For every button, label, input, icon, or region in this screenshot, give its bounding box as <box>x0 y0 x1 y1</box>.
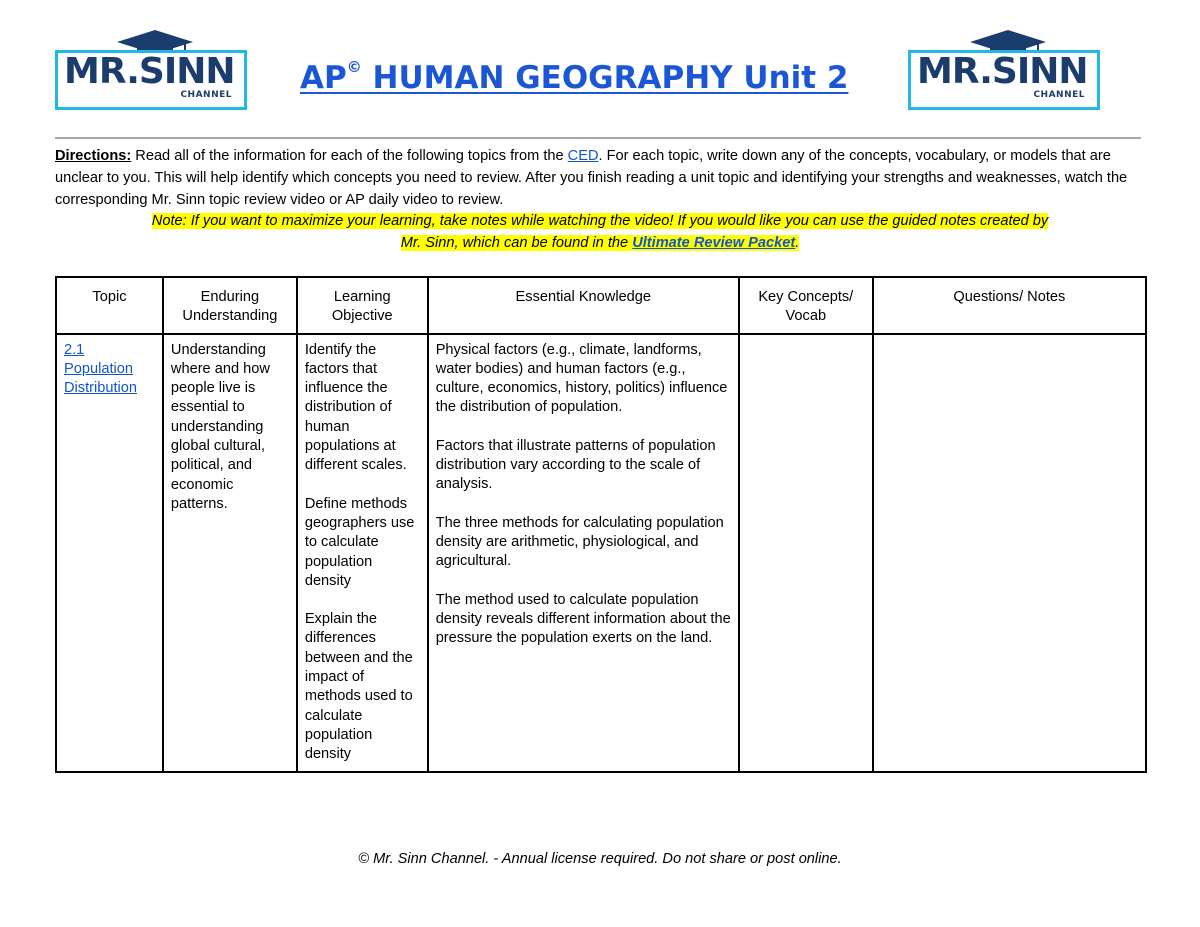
knowledge-item: Factors that illustrate patterns of population distribution vary according to the scale of analysis. <box>435 437 716 493</box>
knowledge-item: The three methods for calculating population density are arithmetic, physiological, and agricultural. <box>435 514 724 570</box>
logo-frame <box>55 50 247 110</box>
cell-enduring-understanding: Understanding where and how people live is essential to understanding global cultural, political, and economic patterns. <box>163 334 297 772</box>
ced-link[interactable]: CED <box>567 148 599 164</box>
ultimate-review-packet-link[interactable]: Ultimate Review Packet <box>632 235 796 251</box>
header-divider <box>55 137 1141 139</box>
cell-learning-objective <box>297 334 428 772</box>
note-line-2 <box>401 235 800 251</box>
note-end: . <box>795 235 800 251</box>
header-enduring-understanding: Enduring Understanding <box>163 277 297 334</box>
knowledge-item: The method used to calculate population density reveals different information about the pressure the population exerts on the land. <box>435 591 731 647</box>
directions-paragraph <box>55 145 1150 211</box>
directions-label: Directions: <box>55 148 132 164</box>
logo-frame <box>908 50 1100 110</box>
table-header-row <box>56 277 1146 334</box>
logo-left <box>55 28 255 114</box>
header-questions-notes: Questions/ Notes <box>873 277 1146 334</box>
header-key-concepts: Key Concepts/ Vocab <box>739 277 873 334</box>
objective-item: Explain the differences between and the impact of methods used to calculate population density <box>304 611 413 763</box>
knowledge-item: Physical factors (e.g., climate, landforms, water bodies) and human factors (e.g., culture, economics, history, politics) influence the distribution of population. <box>435 341 728 416</box>
page-title <box>300 58 848 96</box>
note-line-1: Note: If you want to maximize your learning, take notes while watching the video! If you would like you can use the guided notes created by <box>151 213 1049 229</box>
logo-subtext: CHANNEL <box>1033 90 1085 100</box>
objective-item: Define methods geographers use to calculate population density <box>304 495 415 589</box>
cell-questions-notes[interactable] <box>873 334 1146 772</box>
logo-subtext: CHANNEL <box>180 90 232 100</box>
topics-table <box>55 276 1147 773</box>
table-row <box>56 334 1146 772</box>
title-copyright: © <box>346 58 362 76</box>
note-paragraph <box>55 210 1145 254</box>
header-topic: Topic <box>56 277 163 334</box>
header-learning-objective: Learning Objective <box>297 277 428 334</box>
logo-text: MR.SINN <box>917 51 1088 92</box>
header-essential-knowledge: Essential Knowledge <box>428 277 739 334</box>
logo-right <box>908 28 1108 114</box>
title-prefix: AP <box>300 60 347 96</box>
directions-text-1: Read all of the information for each of the following topics from the <box>131 148 568 164</box>
objective-item: Identify the factors that influence the distribution of human populations at different scales. <box>304 341 407 474</box>
cell-essential-knowledge <box>428 334 739 772</box>
logo-text: MR.SINN <box>64 51 235 92</box>
footer-copyright: © Mr. Sinn Channel. - Annual license required. Do not share or post online. <box>358 851 842 867</box>
directions-text-2: . For each topic, write down any of the concepts, vocabulary, or models that are unclear to you. This will help identify which concepts you need to review. After you finish reading a unit topic and identifying your strengths and weaknesses, watch the corresponding Mr. Sinn topic review video or AP daily video to review. <box>55 148 1128 208</box>
cell-topic <box>56 334 163 772</box>
topic-link-2-1[interactable]: 2.1 Population Distribution <box>64 341 137 397</box>
note-text: Mr. Sinn, which can be found in the <box>400 235 633 251</box>
cell-key-concepts[interactable] <box>739 334 873 772</box>
title-rest: HUMAN GEOGRAPHY Unit 2 <box>361 60 849 96</box>
